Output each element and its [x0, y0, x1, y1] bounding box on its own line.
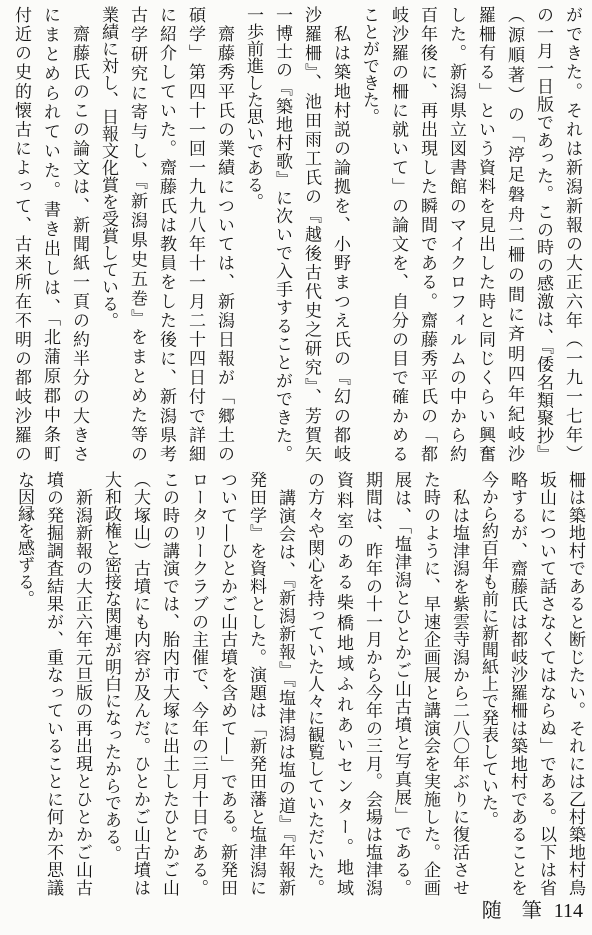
text-column: した。新潟県立図書館のマイクロフィルムの中から約 — [446, 6, 466, 462]
text-column: この時の講演では、胎内市大塚に出土したひとかご山 — [159, 471, 179, 896]
page-footer — [482, 899, 583, 923]
text-column: 期間は、昨年の十一月から今年の三月。会場は塩津潟 — [362, 471, 382, 896]
text-column: ロータリークラブの主催で、今年の三月十日である。 — [188, 471, 208, 896]
page-number: 114 — [553, 900, 583, 922]
text-column: （大塚山）古墳にも内容が及んだ。ひとかご山古墳は — [130, 471, 150, 896]
text-column: 百年後に、再出現した瞬間である。齋藤秀平氏の「都 — [417, 6, 437, 462]
text-column: 齋藤秀平氏の業績については、新潟日報が「郷土の — [214, 6, 234, 462]
text-column: ついて―ひとかご山古墳を含めて―」である。新発田 — [217, 471, 237, 896]
text-column: の方々や関心を持っていた人々に観覧していただいた。 — [304, 471, 324, 896]
text-column: 古学研究に寄与し、『新潟県史五巻』をまとめた等の — [127, 6, 147, 462]
text-column: 坂山について話さなくてはならぬ」である。以下は省 — [536, 471, 556, 896]
text-column: 墳の発掘調査結果が、重なっていることに何か不思議 — [43, 471, 63, 896]
section-label: 随 筆 — [481, 900, 542, 922]
text-column: 一歩前進した思いである。 — [243, 6, 263, 210]
text-column: ができた。それは新潟新報の大正六年（一九一七年） — [562, 6, 582, 462]
text-column: 今から約百年も前に新聞紙上で発表していた。 — [478, 471, 498, 828]
text-column: 羅柵有る」という資料を見出した時と同じくらい興奮 — [475, 6, 495, 462]
text-column: 一博士の『築地村歌』に次いで入手することができた。 — [272, 6, 292, 462]
text-column: 付近の史的懐古によって、古来所在不明の都岐沙羅の — [11, 6, 31, 462]
text-column: な因縁を感ずる。 — [14, 471, 34, 607]
text-column: 齋藤氏のこの論文は、新聞紙一頁の約半分の大きさ — [69, 6, 89, 462]
text-column: ことができた。 — [359, 6, 379, 125]
text-column: の一月一日版であった。この時の感激は、『倭名類聚抄』 — [533, 6, 553, 462]
text-column: 私は築地村説の論拠を、小野まつえ氏の『幻の都岐 — [330, 6, 350, 462]
text-column: 展は、「塩津潟とひとかご山古墳と写真展」である。 — [391, 471, 411, 896]
text-column: 資料室のある柴橋地域ふれあいセンター。地域 — [333, 471, 353, 896]
text-column: 沙羅柵』、池田雨工氏の『越後古代史之研究』、芳賀矢 — [301, 6, 321, 462]
text-column: た時のように、早速企画展と講演会を実施した。企画 — [420, 471, 440, 897]
text-column: 略するが、齋藤氏は都岐沙羅柵は築地村であることを — [507, 471, 527, 896]
text-column: 柵は築地村であると断じたい。それには乙村築地村鳥 — [565, 471, 585, 896]
text-column: 碩学」第四十一回一九九八年十一月二十四日付で詳細 — [185, 6, 205, 462]
text-column: 業績に対し、日報文化賞を受賞している。 — [98, 6, 118, 329]
upper-text-block — [6, 6, 586, 462]
text-column: 岐沙羅の柵に就いて」の論文を、自分の目で確かめる — [388, 6, 408, 462]
text-column: に紹介していた。齋藤氏は教員をした後に、新潟県考 — [156, 6, 176, 462]
lower-text-block — [9, 471, 589, 896]
text-column: にまとめられていた。書き出しは、「北蒲原郡中条町 — [40, 6, 60, 462]
text-column: 発田学』を資料とした。演題は「新発田藩と塩津潟に — [246, 471, 266, 896]
text-column: 新潟新報の大正六年元旦版の再出現とひとかご山古 — [72, 471, 92, 897]
text-column: 大和政権と密接な関連が明白になったからである。 — [101, 471, 121, 862]
text-column: 講演会は、『新潟新報』『塩津潟は塩の道』『年報新 — [275, 471, 295, 896]
text-column: （源順著）の「渟足磐舟二柵の間に斉明四年紀岐沙 — [504, 6, 524, 462]
text-column: 私は塩津潟を紫雲寺潟から二八〇年ぶりに復活させ — [449, 471, 469, 896]
